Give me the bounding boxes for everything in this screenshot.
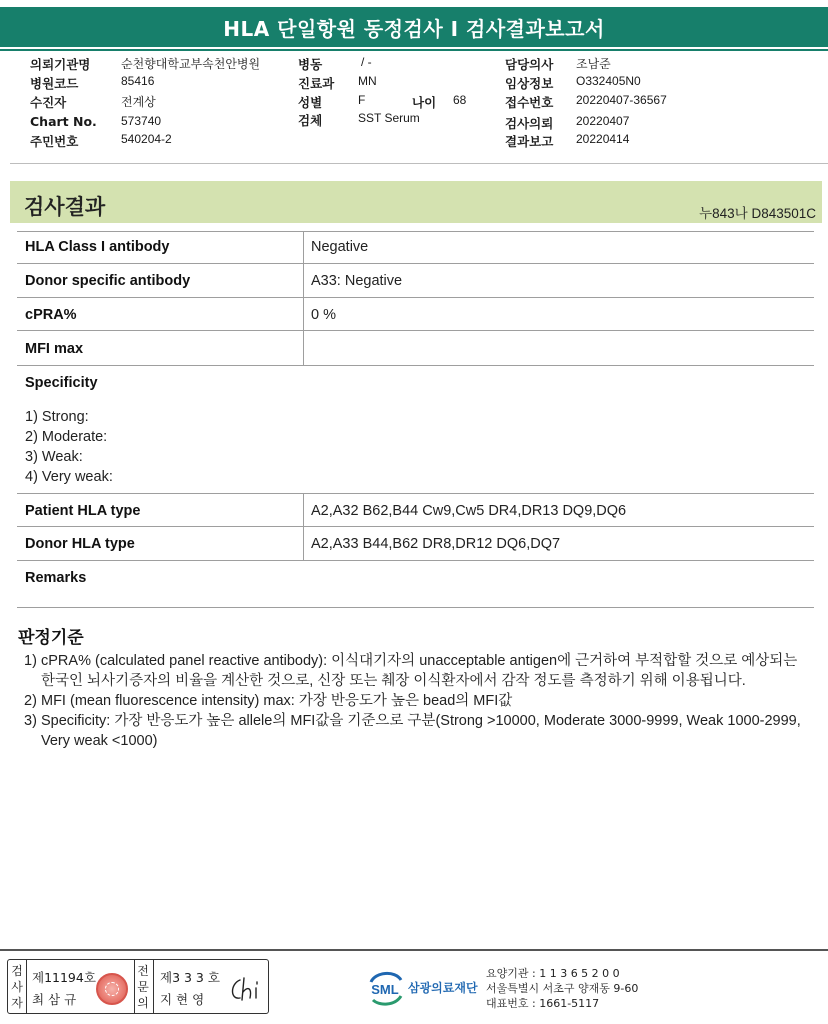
info-value: 순천향대학교부속천안병원 (121, 57, 261, 71)
section-title: 검사결과 (24, 195, 106, 219)
info-value: 조남준 (576, 57, 611, 71)
title-underline (0, 49, 828, 51)
info-value: 20220407 (576, 114, 630, 128)
logo-mark: SML (371, 982, 399, 997)
info-value: O332405N0 (576, 74, 641, 88)
criteria-number: 1) (24, 653, 37, 669)
info-value: 전계상 (121, 95, 156, 109)
info-label: 결과보고 (505, 134, 554, 149)
info-label: 나이 (412, 95, 437, 110)
criteria-item (24, 711, 814, 751)
info-label: 담당의사 (505, 57, 554, 72)
info-label: 수진자 (30, 95, 67, 110)
info-label: 검사의뢰 (505, 116, 554, 131)
row-label: cPRA% (25, 307, 77, 323)
result-row-specificity (17, 366, 814, 494)
info-label: Chart No. (30, 114, 97, 129)
results-section-header (10, 181, 822, 223)
result-row-donor-hla (17, 527, 814, 561)
sig-divider (153, 960, 154, 1013)
contact-line: 대표번호 : 1661-5117 (486, 997, 600, 1010)
row-label: Donor specific antibody (25, 273, 191, 289)
specificity-item: 3) Weak: (25, 449, 83, 465)
row-value: A2,A33 B44,B62 DR8,DR12 DQ6,DQ7 (311, 536, 561, 552)
info-label: 검체 (298, 113, 323, 128)
row-label: Specificity (25, 375, 98, 391)
row-value: A33: Negative (311, 273, 403, 289)
criteria-title: 판정기준 (18, 628, 84, 648)
column-divider (303, 331, 304, 365)
info-row (0, 74, 828, 92)
column-divider (303, 494, 304, 526)
org-name: 삼광의료재단 (408, 981, 478, 995)
row-label: MFI max (25, 341, 84, 357)
info-value: 573740 (121, 114, 162, 128)
column-divider (303, 264, 304, 297)
info-label: 의뢰기관명 (30, 57, 91, 72)
info-label: 병동 (298, 57, 323, 72)
criteria-text: MFI (mean fluorescence intensity) max: 가장 반응도가 높은 bead의 MFI값 (41, 693, 513, 709)
result-row-remarks (17, 561, 814, 608)
sig-divider (26, 960, 27, 1013)
criteria-number: 2) (24, 693, 37, 709)
report-title: HLA 단일항원 동정검사 I 검사결과보고서 (0, 7, 828, 47)
result-row-dsa (17, 264, 814, 298)
row-label: Donor HLA type (25, 536, 135, 552)
info-value: F (358, 93, 366, 107)
info-divider (10, 163, 828, 164)
column-divider (303, 298, 304, 330)
contact-info (486, 966, 638, 1011)
specificity-item: 2) Moderate: (25, 429, 108, 445)
info-value: 540204-2 (121, 132, 172, 146)
request-info (0, 55, 828, 155)
info-value: SST Serum (358, 111, 420, 125)
info-row (0, 132, 828, 150)
examiner-name: 최 삼 규 (32, 992, 77, 1007)
examiner-vertical-label: 검사자 (11, 964, 23, 1010)
sig-divider (134, 960, 135, 1013)
info-value: 68 (453, 93, 467, 107)
info-label: 성별 (298, 95, 323, 110)
column-divider (303, 231, 304, 263)
column-divider (303, 527, 304, 560)
info-value: / - (361, 55, 372, 69)
criteria-text: Specificity: 가장 반응도가 높은 allele의 MFI값을 기준으로 구분(Strong >10000, Moderate 3000-9999, Weak 1000-2999, Very weak <1000) (41, 713, 801, 749)
info-label: 주민번호 (30, 134, 79, 149)
row-label: Patient HLA type (25, 503, 141, 519)
info-row (0, 93, 828, 111)
row-label: HLA Class I antibody (25, 239, 170, 255)
examiner-license: 제11194호 (32, 970, 96, 985)
row-value: Negative (311, 239, 369, 255)
criteria-text: cPRA% (calculated panel reactive antibody): 이식대기자의 unacceptable antigen에 근거하여 부적합할 것으로 예상되는 한국인 뇌사기증자의 비율을 계산한 것으로, 신장 또는 췌장 이식환자에서 감작 정도를 측정하기 위해 이용됩니다. (41, 653, 798, 689)
info-label: 접수번호 (505, 95, 554, 110)
info-label: 임상정보 (505, 76, 554, 91)
info-row (0, 111, 828, 132)
contact-line: 요양기관 : 1 1 3 6 5 2 0 0 (486, 967, 620, 980)
specialist-license: 제3 3 3 호 (160, 970, 220, 985)
row-value: 0 % (311, 307, 336, 323)
info-label: 병원코드 (30, 76, 79, 91)
result-row-cpra (17, 298, 814, 331)
info-value: MN (358, 74, 377, 88)
specialist-vertical-label: 전문의 (137, 964, 149, 1010)
info-value: 20220414 (576, 132, 630, 146)
criteria-number: 3) (24, 713, 37, 729)
row-value: A2,A32 B62,B44 Cw9,Cw5 DR4,DR13 DQ9,DQ6 (311, 503, 627, 519)
result-row-mfi-max (17, 331, 814, 366)
seal-stamp-icon (96, 973, 128, 1005)
specialist-name: 지 현 영 (160, 992, 205, 1007)
criteria-item (24, 691, 814, 711)
criteria-item (24, 651, 814, 691)
contact-line: 서울특별시 서초구 양재동 9-60 (486, 982, 639, 995)
row-label: Remarks (25, 570, 87, 586)
result-row-hla-class (17, 231, 814, 264)
info-row (0, 55, 828, 73)
handwritten-signature-icon (226, 974, 266, 1004)
specificity-item: 1) Strong: (25, 409, 89, 425)
specificity-item: 4) Very weak: (25, 469, 113, 485)
footer-divider (0, 949, 828, 951)
info-value: 20220407-36567 (576, 93, 667, 107)
criteria-list (24, 651, 814, 751)
signature-box (7, 959, 269, 1014)
info-value: 85416 (121, 74, 155, 88)
specimen-id: 누843나 D843501C (699, 206, 816, 221)
sml-logo-icon (365, 968, 405, 1008)
info-label: 진료과 (298, 76, 335, 91)
result-row-patient-hla (17, 494, 814, 527)
